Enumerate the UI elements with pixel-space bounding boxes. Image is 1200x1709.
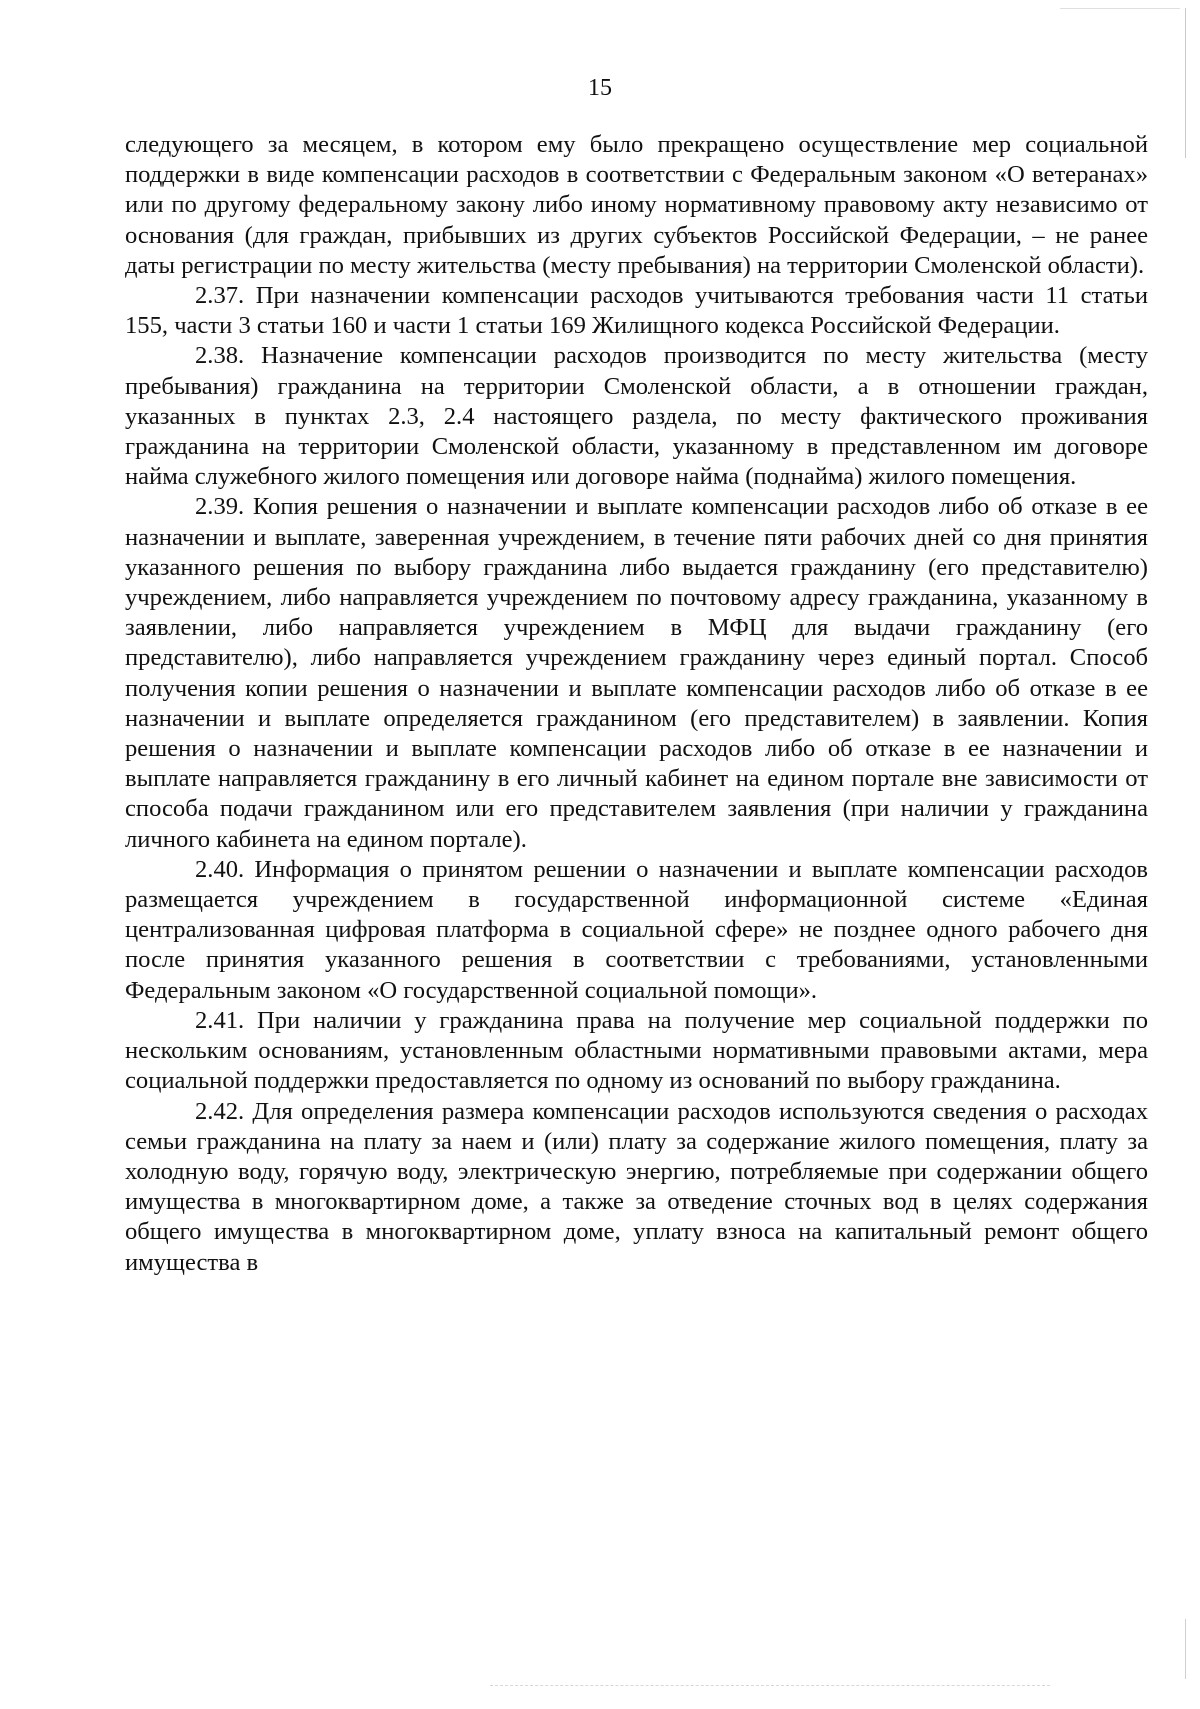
paragraph-2-38: 2.38. Назначение компенсации расходов производится по месту жительства (месту пребывания) гражданина на территории Смоленской области, а в отношении граждан, указанных в пунктах 2.3, 2.4 настоящего раздела, по месту фактического проживания гражданина на территории Смоленской области, указанному в представленном им договоре найма служебного жилого помещения или договоре найма (поднайма) жилого помещения. — [125, 342, 1148, 491]
scan-artifact-right-bottom — [1185, 1619, 1186, 1679]
scan-artifact-top — [1060, 8, 1180, 9]
paragraph-2-42: 2.42. Для определения размера компенсации расходов используются сведения о расходах семьи гражданина на плату за наем и (или) плату за содержание жилого помещения, плату за холодную воду, горячую воду, электрическую энергию, потребляемые при содержании общего имущества в многоквартирном доме, а также за отведение сточных вод в целях содержания общего имущества в многоквартирном доме, уплату взноса на капитальный ремонт общего имущества в — [125, 1097, 1148, 1276]
paragraph-2-37: 2.37. При назначении компенсации расходов учитываются требования части 11 статьи 155, части 3 статьи 160 и части 1 статьи 169 Жилищного кодекса Российской Федерации. — [125, 282, 1148, 340]
scan-artifact-bottom — [490, 1685, 1050, 1687]
paragraph-2-41: 2.41. При наличии у гражданина права на получение мер социальной поддержки по нескольким основаниям, установленным областными нормативными правовыми актами, мера социальной поддержки предоставляется по одному из оснований по выбору гражданина. — [125, 1006, 1148, 1095]
paragraph-2-39: 2.39. Копия решения о назначении и выплате компенсации расходов либо об отказе в ее назначении и выплате, заверенная учреждением, в течение пяти рабочих дней со дня принятия указанного решения по выбору гражданина либо выдается гражданину (его представителю) учреждением, либо направляется учреждением по почтовому адресу гражданина, указанному в заявлении, либо направляется учреждением в МФЦ для выдачи гражданину (его представителю), либо направляется учреждением гражданину через единый портал. Способ получения копии решения о назначении и выплате компенсации расходов либо об отказе в ее назначении и выплате определяется гражданином (его представителем) в заявлении. Копия решения о назначении и выплате компенсации расходов либо об отказе в ее назначении и выплате направляется гражданину в его личный кабинет на едином портале вне зависимости от способа подачи гражданином или его представителем заявления (при наличии у гражданина личного кабинета на едином портале). — [125, 493, 1148, 853]
paragraph-2-40: 2.40. Информация о принятом решении о назначении и выплате компенсации расходов размещается учреждением в государственной информационной системе «Единая централизованная цифровая платформа в социальной сфере» не позднее одного рабочего дня после принятия указанного решения в соответствии с требованиями, установленными Федеральным законом «О государственной социальной помощи». — [125, 855, 1148, 1004]
paragraph-continuation: следующего за месяцем, в котором ему было прекращено осуществление мер социальной поддержки в виде компенсации расходов в соответствии с Федеральным законом «О ветеранах» или по другому федеральному закону либо иному нормативному правовому акту независимо от основания (для граждан, прибывших из других субъектов Российской Федерации, – не ранее даты регистрации по месту жительства (месту пребывания) на территории Смоленской области). — [125, 131, 1148, 279]
document-body — [125, 130, 1148, 1278]
page-number: 15 — [588, 75, 612, 101]
